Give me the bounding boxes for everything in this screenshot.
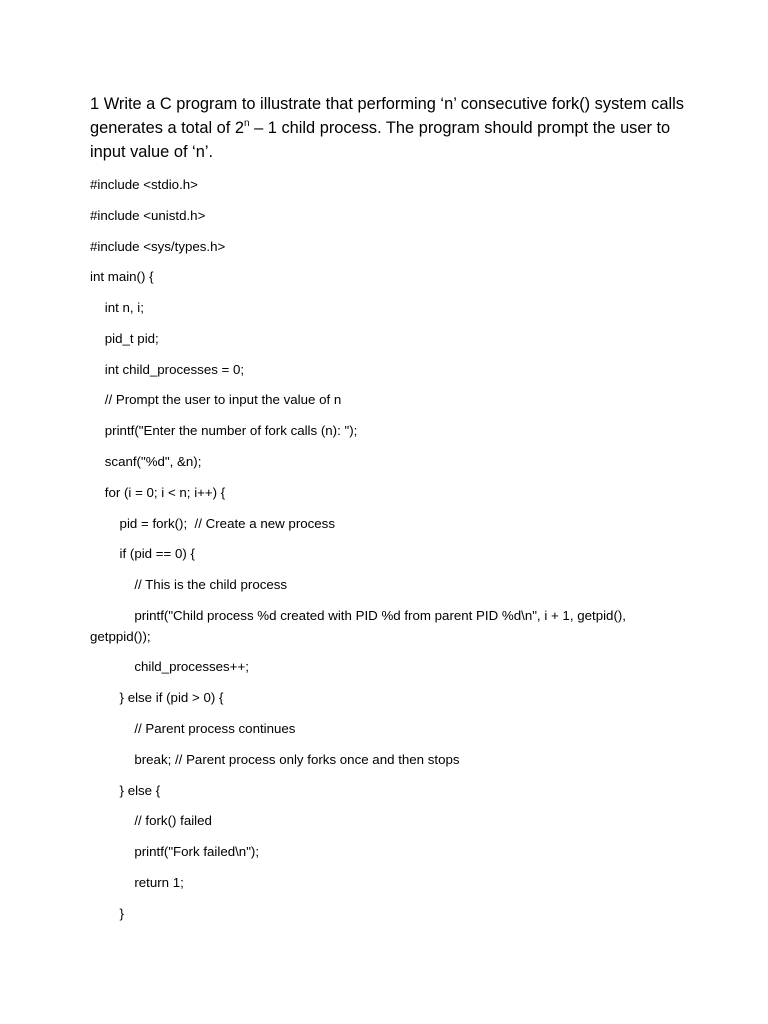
exponent-n: n (244, 117, 250, 129)
question-line-3: input value of ‘n’. (90, 143, 214, 161)
code-line: // fork() failed (90, 813, 212, 828)
question-line-2-start: generates a total of 2 (90, 119, 244, 137)
code-line: } (90, 906, 124, 921)
code-line: pid = fork(); // Create a new process (90, 516, 335, 531)
code-line: // Parent process continues (90, 721, 296, 736)
code-line: printf("Enter the number of fork calls (n): "); (90, 423, 358, 438)
code-line: printf("Child process %d created with PID %d from parent PID %d\n", i + 1, getpid(), (90, 608, 626, 623)
code-line: int main() { (90, 269, 154, 284)
code-line: child_processes++; (90, 659, 249, 674)
question-line-1: Write a C program to illustrate that performing ‘n’ consecutive fork() system calls (103, 95, 684, 113)
code-line: // Prompt the user to input the value of n (90, 392, 342, 407)
code-line: for (i = 0; i < n; i++) { (90, 485, 226, 500)
code-line: } else { (90, 783, 161, 798)
code-line: pid_t pid; (90, 331, 159, 346)
question-line-2-end: – 1 child process. The program should prompt the user to (249, 119, 671, 137)
code-line-wrap: getppid()); (90, 629, 151, 644)
code-line: if (pid == 0) { (90, 546, 195, 561)
code-line: int n, i; (90, 300, 144, 315)
question-text (90, 92, 690, 164)
question-number: 1 (90, 95, 100, 113)
code-line: return 1; (90, 875, 184, 890)
code-line: int child_processes = 0; (90, 362, 245, 377)
code-line: #include <sys/types.h> (90, 239, 226, 254)
code-line: #include <stdio.h> (90, 177, 198, 192)
code-line: // This is the child process (90, 577, 288, 592)
code-line: break; // Parent process only forks once and then stops (90, 752, 460, 767)
code-line: #include <unistd.h> (90, 208, 206, 223)
code-line: printf("Fork failed\n"); (90, 844, 260, 859)
code-line: } else if (pid > 0) { (90, 690, 224, 705)
code-line: scanf("%d", &n); (90, 454, 202, 469)
